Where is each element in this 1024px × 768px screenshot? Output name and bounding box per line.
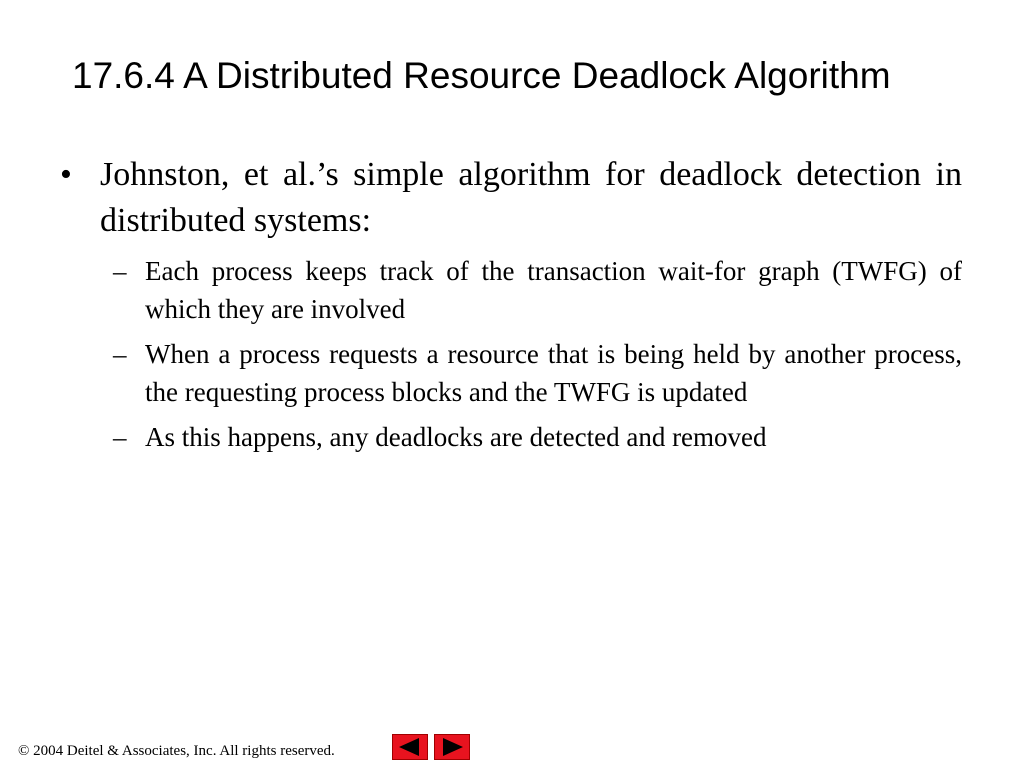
- bullet-text: Johnston, et al.’s simple algorithm for deadlock detection in distributed systems:: [100, 156, 962, 239]
- sub-bullet-marker: –: [113, 339, 127, 369]
- slide-body: [60, 152, 962, 463]
- sub-bullet-marker: –: [113, 422, 127, 452]
- bullet-item: [60, 152, 962, 244]
- left-arrow-icon: [392, 734, 428, 760]
- sub-bullet-marker: –: [113, 256, 127, 286]
- sub-bullet-item: [60, 252, 962, 328]
- sub-bullet-text: When a process requests a resource that is being held by another process, the requesting process blocks and the TWFG is updated: [145, 339, 962, 407]
- bullet-marker: •: [60, 156, 72, 193]
- previous-slide-button[interactable]: [392, 734, 428, 760]
- sub-bullet-text: Each process keeps track of the transaction wait-for graph (TWFG) of which they are involved: [145, 256, 962, 324]
- sub-bullet-text: As this happens, any deadlocks are detected and removed: [145, 422, 767, 452]
- copyright-footer: © 2004 Deitel & Associates, Inc. All rights reserved.: [18, 743, 335, 759]
- sub-bullet-item: [60, 335, 962, 411]
- right-arrow-icon: [434, 734, 470, 760]
- slide-title: 17.6.4 A Distributed Resource Deadlock Algorithm: [72, 55, 891, 96]
- next-slide-button[interactable]: [434, 734, 470, 760]
- sub-bullet-item: [60, 418, 962, 456]
